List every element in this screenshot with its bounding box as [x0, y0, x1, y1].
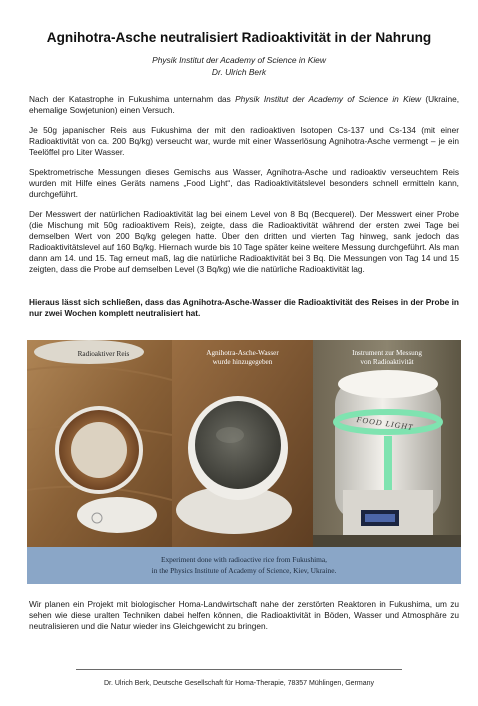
paragraph-conclusion: Hieraus lässt sich schließen, dass das Agnihotra-Asche-Wasser die Radioaktivität des Reises in der Probe in nur zwei Wochen komplett neutralisiert hat.	[29, 297, 459, 318]
photo-label-ash-2: wurde hinzugegeben	[212, 358, 273, 366]
paragraph-method: Je 50g japanischer Reis aus Fukushima der mit den radioaktiven Isotopen Cs-137 und Cs-134 (mit einer Radioaktivität von ca. 200 Bq/kg) verseucht war, wurde mit einer Wasserlösung Agnihotra-Asche vermengt – je ein Teelöffel pro Liter Wasser.	[29, 125, 459, 157]
footer-divider	[76, 669, 402, 670]
photo-ash-water	[172, 340, 313, 547]
photo-label-rice: Radioaktiver Reis	[77, 350, 130, 358]
paragraph-intro	[29, 94, 459, 116]
photo-label-device-1: Instrument zur Messung	[352, 349, 422, 357]
institute-subtitle: Physik Institut der Academy of Science in Kiew	[152, 55, 326, 65]
photo-food-light-device	[313, 340, 461, 547]
caption-line-2: in the Physics Institute of Academy of Science, Kiev, Ukraine.	[151, 566, 337, 575]
author-subtitle: Dr. Ulrich Berk	[211, 67, 267, 77]
footer-text: Dr. Ulrich Berk, Deutsche Gesellschaft für Homa-Therapie, 78357 Mühlingen, Germany	[103, 680, 374, 687]
photo-label-ash-1: Agnihotra-Asche-Wasser	[206, 349, 279, 357]
rice-dish-image	[27, 340, 172, 547]
paragraph-measurement: Spektrometrische Messungen dieses Gemischs aus Wasser, Agnihotra-Asche und radioaktiv verseuchtem Reis wurden mit Hilfe eines Geräts namens „Food Light“, das Radioaktivitätslevel besonders schnell ermitteln kann, durchgeführt.	[29, 167, 459, 199]
paragraph-results: Der Messwert der natürlichen Radioaktivität lag bei einem Level von 8 Bq (Becquerel). Der Messwert einer Probe (die Mischung mit 50g radioaktivem Reis), zeigte, dass die Radioaktivität während der ersten zwei Tage bei demselben Wert von 200 Bq/kg gelegen hatte. Über den dritten und vierten Tag hinweg, sank jedoch das Radioaktivitätslevel auf 160 Bq/kg. Hiernach wurde bis 10 Tage später keine weitere Messung durchgeführt. Als man dann am 14. und 15. Tag erneut maß, lag die natürliche Radioaktivität bei 3 Bq. Die Messungen von Tag 14 und 15 zeigten, dass die Probe auf demselben Level (3 Bq/kg) wie die natürliche Radioaktivität lag.	[29, 209, 459, 274]
intro-text-c: (Ukraine, ehemalige Sowjetunion) einen Versuch.	[29, 94, 459, 115]
photo-label-device-2: von Radioaktivität	[360, 358, 414, 366]
device-brand-text: FOOD LIGHT	[355, 415, 415, 432]
caption-line-1: Experiment done with radioactive rice from Fukushima,	[160, 555, 328, 564]
food-light-device-image	[313, 340, 461, 547]
ash-water-cup-image	[172, 340, 313, 547]
page-title: Agnihotra-Asche neutralisiert Radioaktivität in der Nahrung	[46, 30, 432, 45]
photo-radioactive-rice	[27, 340, 172, 547]
photo-caption-band	[27, 547, 461, 584]
intro-institute: Physik Institut der Academy of Science in Kiew	[235, 94, 422, 104]
paragraph-outlook: Wir planen ein Projekt mit biologischer Homa-Landwirtschaft nahe der zerstörten Reaktoren in Fukushima, um zu sehen wie diese uralten Techniken dabei helfen können, die Radioaktivität in Böden, Wasser und Atmosphäre zu neutralisieren und die Natur wieder ins Gleichgewicht zu bringen.	[29, 599, 459, 631]
intro-text-a: Nach der Katastrophe in Fukushima unternahm das	[29, 94, 236, 104]
